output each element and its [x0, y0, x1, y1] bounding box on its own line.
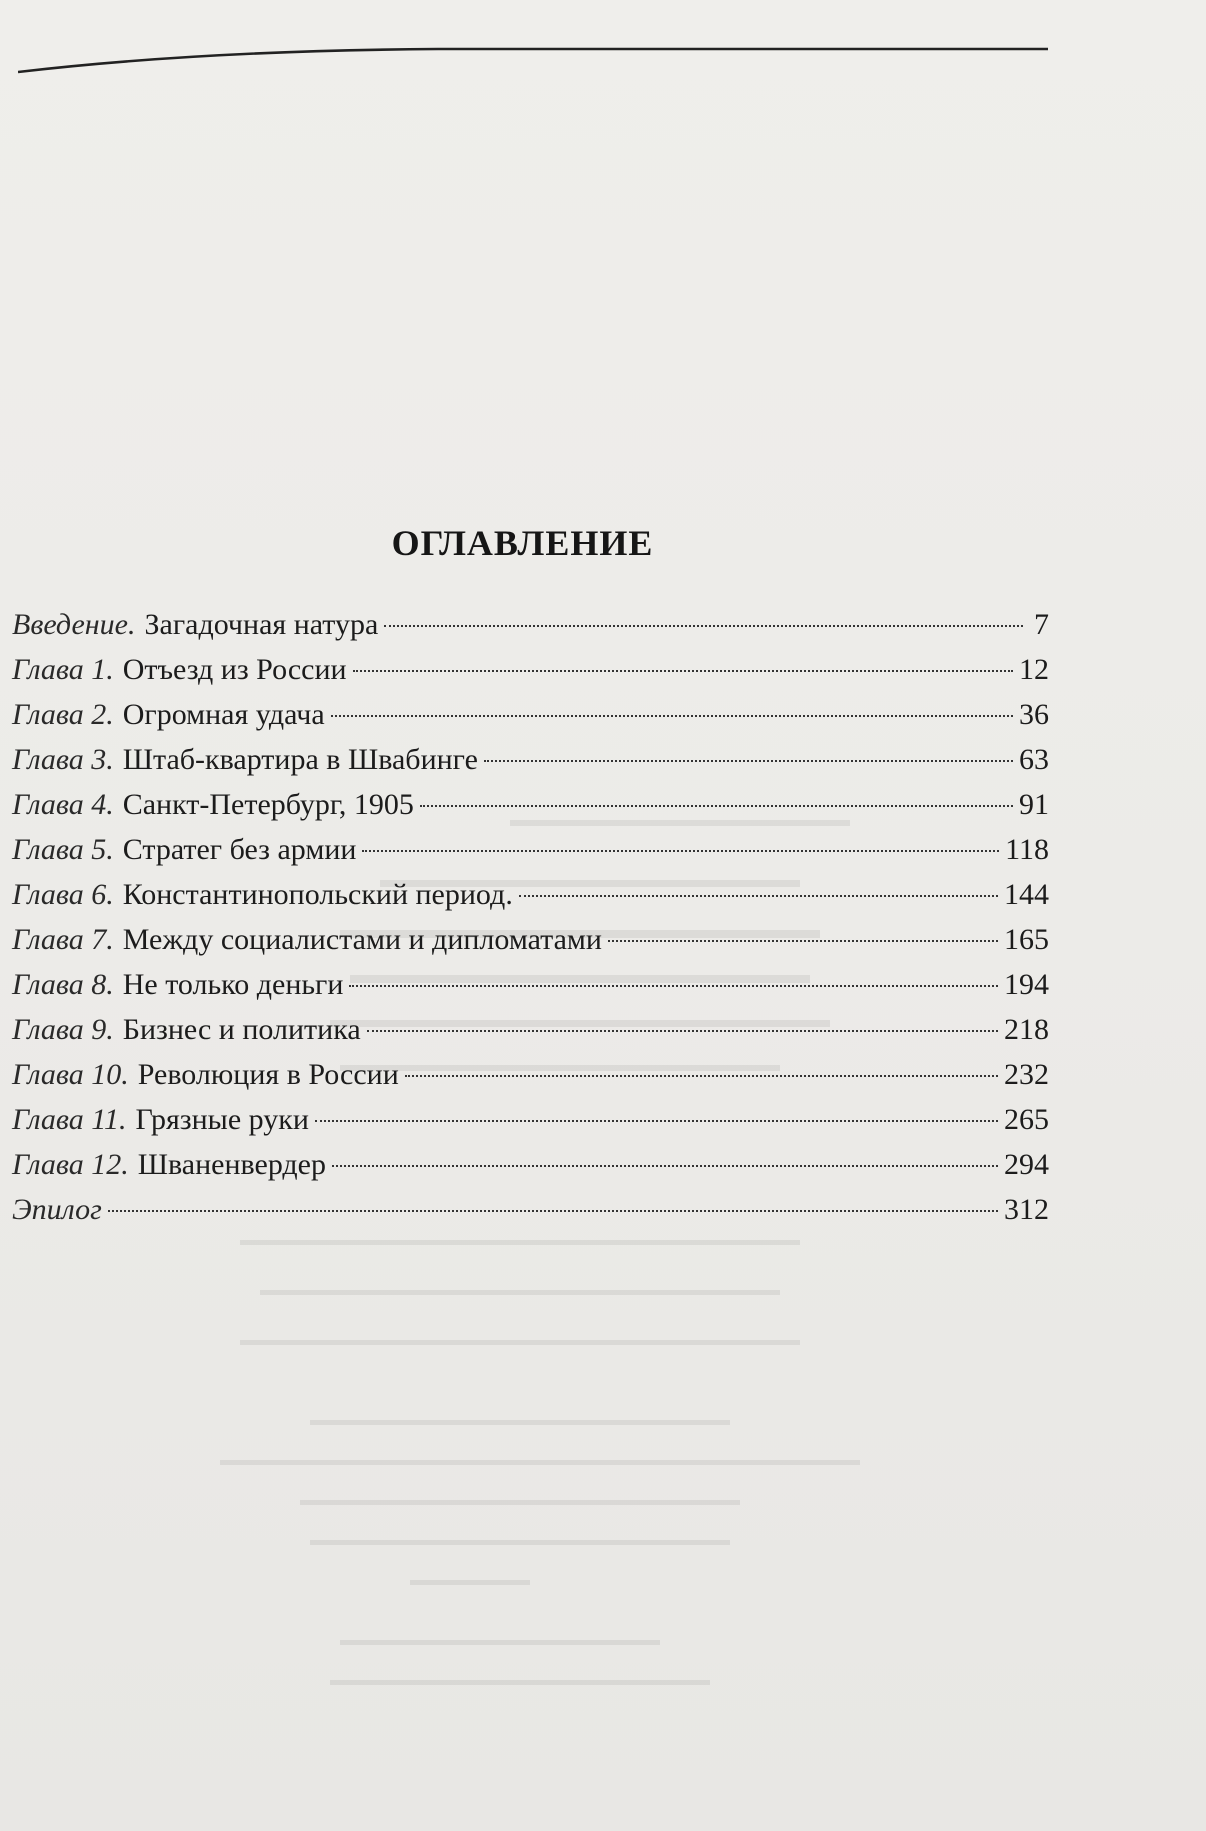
toc-entry[interactable] [12, 692, 1049, 737]
toc-entry[interactable] [12, 1007, 1049, 1052]
toc-entry-page: 218 [1004, 1013, 1049, 1046]
toc-entry-title: Бизнес и политика [122, 1013, 361, 1046]
toc-entry-prefix: Глава 6. [12, 878, 114, 911]
toc-entry-page: 63 [1019, 743, 1049, 776]
dot-leader [519, 895, 998, 897]
toc-entry-title: Огромная удача [122, 698, 325, 731]
dot-leader [405, 1075, 998, 1077]
dot-leader [315, 1120, 998, 1122]
toc-entry[interactable] [12, 1052, 1049, 1097]
toc-entry-title: Революция в России [137, 1058, 399, 1091]
toc-entry[interactable] [12, 872, 1049, 917]
toc-entry[interactable] [12, 917, 1049, 962]
toc-list [12, 602, 1049, 1232]
toc-entry-prefix: Введение. [12, 608, 136, 641]
toc-entry-prefix: Глава 2. [12, 698, 114, 731]
dot-leader [608, 940, 998, 942]
toc-entry-title: Стратег без армии [122, 833, 357, 866]
toc-entry[interactable] [12, 962, 1049, 1007]
toc-entry[interactable] [12, 1142, 1049, 1187]
toc-entry-page: 7 [1034, 608, 1049, 641]
toc-entry-page: 232 [1004, 1058, 1049, 1091]
dot-leader [349, 985, 998, 987]
toc-entry-title: Константинопольский период. [122, 878, 513, 911]
toc-entry[interactable] [12, 1187, 1049, 1232]
toc-entry-prefix: Глава 11. [12, 1103, 127, 1136]
toc-entry-page: 12 [1019, 653, 1049, 686]
toc-entry[interactable] [12, 737, 1049, 782]
toc-entry-prefix: Глава 10. [12, 1058, 129, 1091]
toc-entry-prefix: Глава 4. [12, 788, 114, 821]
toc-entry-page: 165 [1004, 923, 1049, 956]
dot-leader [420, 805, 1013, 807]
toc-entry-page: 118 [1005, 833, 1049, 866]
toc-entry[interactable] [12, 602, 1049, 647]
toc-entry-prefix: Глава 9. [12, 1013, 114, 1046]
toc-entry-page: 312 [1004, 1193, 1049, 1226]
toc-entry-title: Шваненвердер [137, 1148, 326, 1181]
dot-leader [367, 1030, 998, 1032]
toc-entry-prefix: Глава 8. [12, 968, 114, 1001]
toc-entry-title: Не только деньги [122, 968, 344, 1001]
toc-entry-page: 194 [1004, 968, 1049, 1001]
toc-entry[interactable] [12, 1097, 1049, 1142]
dot-leader [331, 715, 1013, 717]
toc-heading: ОГЛАВЛЕНИЕ [391, 523, 654, 563]
toc-entry-prefix: Глава 12. [12, 1148, 129, 1181]
toc-entry-title: Отъезд из России [122, 653, 347, 686]
toc-entry-title: Грязные руки [135, 1103, 309, 1136]
dot-leader [108, 1210, 998, 1212]
dot-leader [353, 670, 1013, 672]
toc-entry-prefix: Эпилог [12, 1193, 102, 1226]
dot-leader [384, 625, 1023, 627]
top-rule [18, 46, 1048, 74]
toc-entry-page: 294 [1004, 1148, 1049, 1181]
toc-entry-page: 36 [1019, 698, 1049, 731]
toc-entry-page: 91 [1019, 788, 1049, 821]
toc-entry-prefix: Глава 5. [12, 833, 114, 866]
dot-leader [362, 850, 999, 852]
toc-entry-prefix: Глава 7. [12, 923, 114, 956]
toc-entry-title: Штаб-квартира в Швабинге [122, 743, 478, 776]
toc-entry[interactable] [12, 827, 1049, 872]
toc-entry[interactable] [12, 782, 1049, 827]
toc-entry-title: Между социалистами и дипломатами [122, 923, 602, 956]
dot-leader [484, 760, 1013, 762]
dot-leader [332, 1165, 998, 1167]
toc-entry-title: Санкт-Петербург, 1905 [122, 788, 414, 821]
toc-entry-title: Загадочная натура [144, 608, 379, 641]
toc-entry-prefix: Глава 3. [12, 743, 114, 776]
toc-entry-page: 144 [1004, 878, 1049, 911]
toc-entry-page: 265 [1004, 1103, 1049, 1136]
toc-entry[interactable] [12, 647, 1049, 692]
toc-entry-prefix: Глава 1. [12, 653, 114, 686]
